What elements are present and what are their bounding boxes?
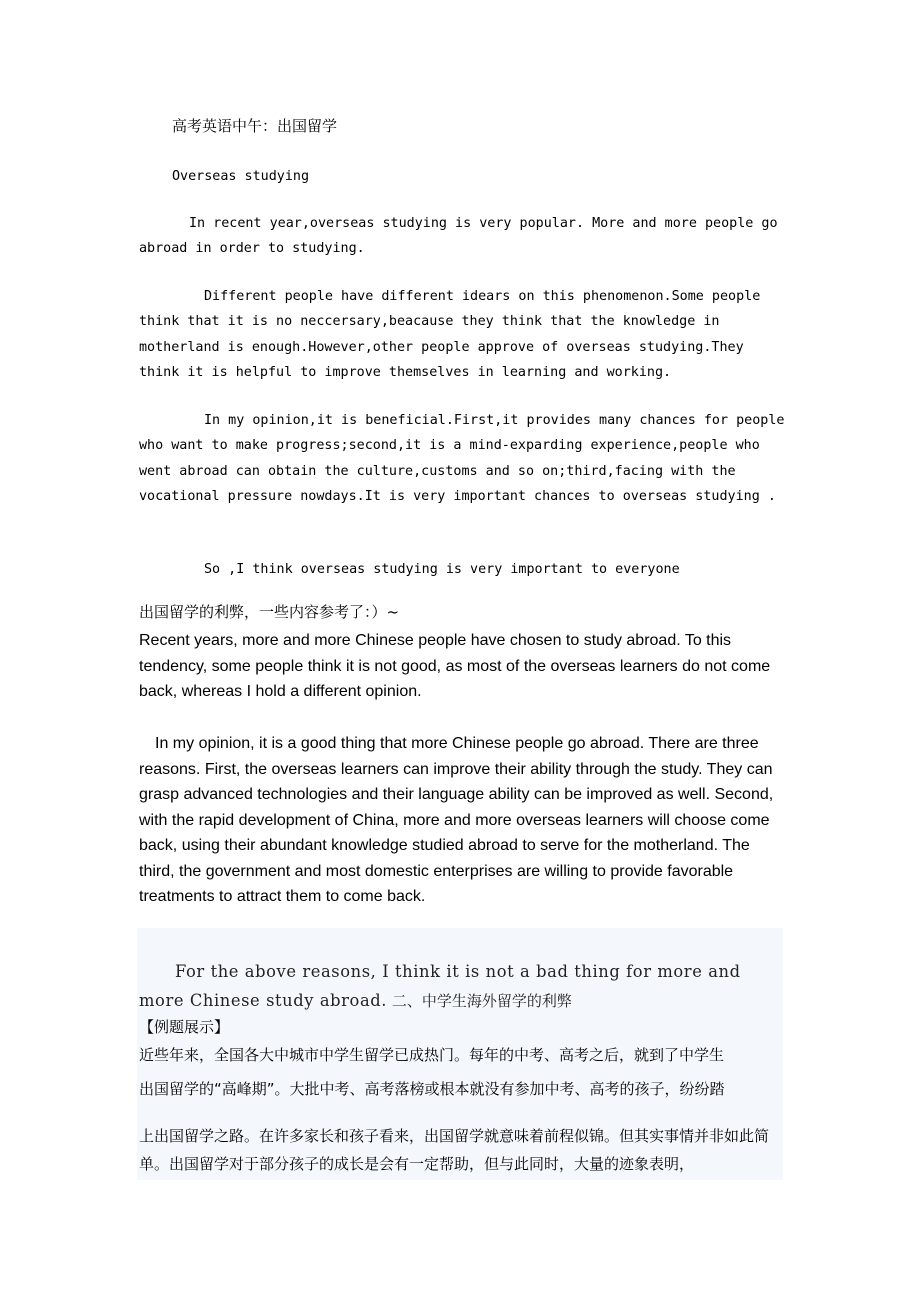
- essay-paragraph: So ,I think overseas studying is very important to everyone: [204, 562, 680, 577]
- essay-paragraph: Different people have different idears on this phenomenon.Some people think that it is no neccersary,beacause they think that the knowledge in motherland is enough.However,other people approve of overseas studying.They think it is helpful to improve themselves in learning and working.: [139, 289, 769, 381]
- closing-english-text: For the above reasons, I think it is not a bad thing for more and more Chinese study abroad.: [139, 962, 741, 1010]
- closing-paragraph: [139, 957, 789, 1016]
- document-title: 高考英语中午：出国留学: [172, 117, 338, 135]
- subsection-heading: 二、中学生海外留学的利弊: [387, 992, 572, 1010]
- section-heading: 出国留学的利弊，一些内容参考了：）~: [139, 603, 400, 621]
- chinese-text-line: 出国留学的“高峰期”。大批中考、高考落榜或根本就没有参加中考、高考的孩子，纷纷踏: [139, 1080, 725, 1098]
- english-paragraph: In my opinion, it is a good thing that more Chinese people go abroad. There are three reasons. First, the overseas learners can improve their ability through the study. They can grasp advanced technologies and their language ability can be improved as well. Second, with the rapid development of China, more and more overseas learners will choose come back, using their abundant knowledge studied abroad to serve for the motherland. The third, the government and most domestic enterprises are willing to provide favorable treatments to attract them to come back.: [139, 735, 774, 905]
- example-label: 【例题展示】: [139, 1018, 230, 1036]
- essay-paragraph: In recent year,overseas studying is very popular. More and more people go abroad in order to studying.: [139, 216, 786, 257]
- chinese-text-line: 上出国留学之路。在许多家长和孩子看来，出国留学就意味着前程似锦。但其实事情并非如此简单。出国留学对于部分孩子的成长是会有一定帮助，但与此同时，大量的迹象表明，: [139, 1127, 770, 1173]
- essay-subtitle: Overseas studying: [172, 169, 310, 184]
- english-paragraph: Recent years, more and more Chinese people have chosen to study abroad. To this tendency, some people think it is not good, as most of the overseas learners do not come back, whereas I hold a different opinion.: [139, 632, 771, 700]
- chinese-text-line: 近些年来，全国各大中城市中学生留学已成热门。每年的中考、高考之后，就到了中学生: [139, 1046, 725, 1064]
- essay-paragraph: In my opinion,it is beneficial.First,it provides many chances for people who want to make progress;second,it is a mind-exparding experience,people who went abroad can obtain the culture,customs and so on;third,facing with the vocational pressure nowdays.It is very important chances to overseas studying .: [139, 413, 793, 505]
